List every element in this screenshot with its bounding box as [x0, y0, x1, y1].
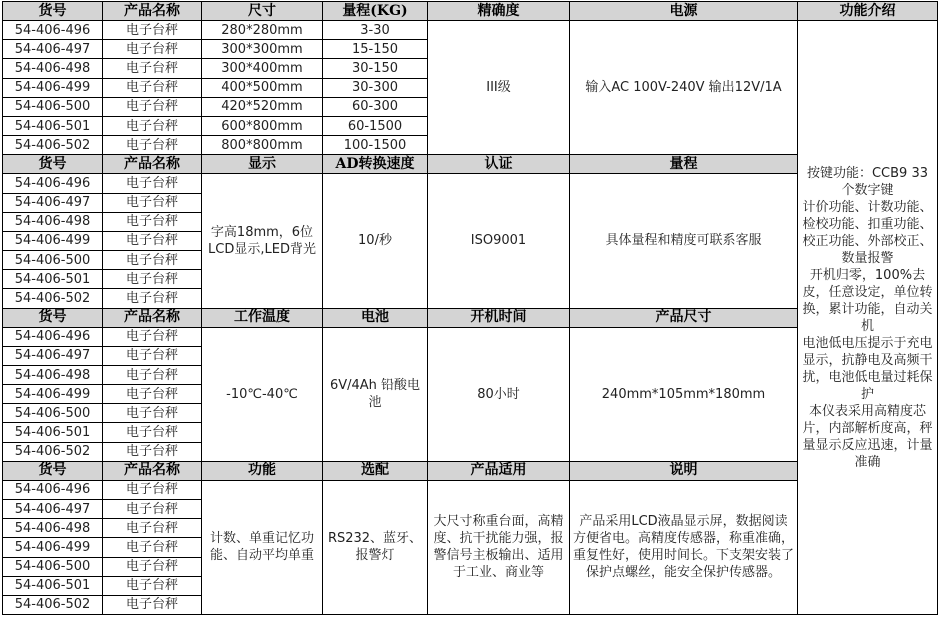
header-features: 功能介绍 [798, 2, 938, 21]
spec-table [2, 1, 938, 615]
product-name: 电子台秤 [103, 59, 202, 78]
product-name: 电子台秤 [103, 231, 202, 250]
product-name: 电子台秤 [103, 251, 202, 270]
header-col-6: 电源 [570, 2, 798, 21]
item-code: 54-406-501 [3, 576, 103, 595]
product-name: 电子台秤 [103, 346, 202, 365]
item-code: 54-406-499 [3, 78, 103, 97]
item-code: 54-406-500 [3, 251, 103, 270]
power-cell: 输入AC 100V-240V 输出12V/1A [570, 21, 798, 155]
product-name: 电子台秤 [103, 193, 202, 212]
range-cell: 30-150 [323, 59, 428, 78]
header-item-code: 货号 [3, 155, 103, 174]
header-col-3: 尺寸 [202, 2, 323, 21]
product-name: 电子台秤 [103, 538, 202, 557]
range-cell: 100-1500 [323, 136, 428, 155]
ad-speed-cell: 10/秒 [323, 174, 428, 308]
function-cell: 计数、单重记忆功能、自动平均单重 [202, 480, 323, 614]
item-code: 54-406-502 [3, 136, 103, 155]
header-col-4: 量程(KG) [323, 2, 428, 21]
header-col-5: 产品适用 [428, 461, 570, 480]
header-col-5: 精确度 [428, 2, 570, 21]
options-cell: RS232、蓝牙、报警灯 [323, 480, 428, 614]
range-cell: 60-1500 [323, 116, 428, 135]
item-code: 54-406-497 [3, 500, 103, 519]
product-name: 电子台秤 [103, 404, 202, 423]
battery-cell: 6V/4Ah 铅酸电池 [323, 327, 428, 461]
product-name: 电子台秤 [103, 595, 202, 614]
item-code: 54-406-497 [3, 193, 103, 212]
item-code: 54-406-500 [3, 557, 103, 576]
item-code: 54-406-500 [3, 97, 103, 116]
range-cell: 15-150 [323, 40, 428, 59]
item-code: 54-406-501 [3, 270, 103, 289]
item-code: 54-406-496 [3, 480, 103, 499]
item-code: 54-406-502 [3, 442, 103, 461]
item-code: 54-406-499 [3, 538, 103, 557]
product-name: 电子台秤 [103, 21, 202, 40]
header-col-5: 开机时间 [428, 308, 570, 327]
header-col-4: AD转换速度 [323, 155, 428, 174]
header-product-name: 产品名称 [103, 461, 202, 480]
range-cell: 30-300 [323, 78, 428, 97]
item-code: 54-406-498 [3, 519, 103, 538]
size-cell: 300*400mm [202, 59, 323, 78]
temp-cell: -10℃-40℃ [202, 327, 323, 461]
product-name: 电子台秤 [103, 40, 202, 59]
spec-table-body [3, 2, 938, 615]
product-name: 电子台秤 [103, 557, 202, 576]
size-cell: 600*800mm [202, 116, 323, 135]
product-name: 电子台秤 [103, 442, 202, 461]
description-cell: 产品采用LCD液晶显示屏，数据阅读方便省电。高精度传感器，称重准确，重复性好，使用时间长。下支架安装了保护点螺丝，能安全保护传感器。 [570, 480, 798, 614]
display-cell: 字高18mm，6位LCD显示,LED背光 [202, 174, 323, 308]
header-col-5: 认证 [428, 155, 570, 174]
range-cell: 60-300 [323, 97, 428, 116]
product-name: 电子台秤 [103, 212, 202, 231]
header-col-3: 工作温度 [202, 308, 323, 327]
item-code: 54-406-501 [3, 116, 103, 135]
product-name: 电子台秤 [103, 519, 202, 538]
boot-time-cell: 80小时 [428, 327, 570, 461]
features-cell [798, 21, 938, 615]
header-col-4: 电池 [323, 308, 428, 327]
product-name: 电子台秤 [103, 136, 202, 155]
cert-cell: ISO9001 [428, 174, 570, 308]
product-name: 电子台秤 [103, 97, 202, 116]
product-size-cell: 240mm*105mm*180mm [570, 327, 798, 461]
table-row [3, 21, 938, 40]
product-name: 电子台秤 [103, 116, 202, 135]
item-code: 54-406-498 [3, 212, 103, 231]
product-name: 电子台秤 [103, 480, 202, 499]
header-col-4: 选配 [323, 461, 428, 480]
header-item-code: 货号 [3, 308, 103, 327]
product-name: 电子台秤 [103, 576, 202, 595]
size-cell: 300*300mm [202, 40, 323, 59]
section-header-row [3, 461, 938, 480]
size-cell: 800*800mm [202, 136, 323, 155]
accuracy-cell: III级 [428, 21, 570, 155]
product-name: 电子台秤 [103, 174, 202, 193]
item-code: 54-406-502 [3, 595, 103, 614]
header-product-name: 产品名称 [103, 308, 202, 327]
size-cell: 400*500mm [202, 78, 323, 97]
range-note-cell: 具体量程和精度可联系客服 [570, 174, 798, 308]
header-col-3: 功能 [202, 461, 323, 480]
product-name: 电子台秤 [103, 365, 202, 384]
product-name: 电子台秤 [103, 289, 202, 308]
header-col-6: 说明 [570, 461, 798, 480]
product-name: 电子台秤 [103, 423, 202, 442]
product-name: 电子台秤 [103, 78, 202, 97]
item-code: 54-406-498 [3, 59, 103, 78]
header-col-3: 显示 [202, 155, 323, 174]
header-product-name: 产品名称 [103, 155, 202, 174]
feature-line: 开机归零，100%去皮，任意设定，单位转换，累计功能，自动关机 [802, 267, 933, 334]
header-product-name: 产品名称 [103, 2, 202, 21]
item-code: 54-406-498 [3, 365, 103, 384]
range-cell: 3-30 [323, 21, 428, 40]
section-header-row [3, 2, 938, 21]
table-row [3, 174, 938, 193]
feature-line: 电池低电压提示于充电显示，抗静电及高频干扰，电池低电量过耗保护 [802, 335, 933, 402]
product-name: 电子台秤 [103, 385, 202, 404]
section-header-row [3, 308, 938, 327]
header-item-code: 货号 [3, 2, 103, 21]
header-col-6: 产品尺寸 [570, 308, 798, 327]
header-item-code: 货号 [3, 461, 103, 480]
table-row [3, 480, 938, 499]
product-name: 电子台秤 [103, 270, 202, 289]
item-code: 54-406-501 [3, 423, 103, 442]
applicable-cell: 大尺寸称重台面，高精度、抗干扰能力强，报警信号主板输出、适用于工业、商业等 [428, 480, 570, 614]
product-name: 电子台秤 [103, 500, 202, 519]
item-code: 54-406-497 [3, 346, 103, 365]
item-code: 54-406-497 [3, 40, 103, 59]
item-code: 54-406-502 [3, 289, 103, 308]
item-code: 54-406-496 [3, 327, 103, 346]
header-col-6: 量程 [570, 155, 798, 174]
feature-line: 计价功能、计数功能、检校功能、扣重功能、校正功能、外部校正、数量报警 [802, 199, 933, 266]
item-code: 54-406-499 [3, 231, 103, 250]
size-cell: 280*280mm [202, 21, 323, 40]
item-code: 54-406-499 [3, 385, 103, 404]
feature-line: 本仪表采用高精度芯片，内部解析度高，秤量显示反应迅速，计量准确 [802, 403, 933, 470]
section-header-row [3, 155, 938, 174]
size-cell: 420*520mm [202, 97, 323, 116]
product-name: 电子台秤 [103, 327, 202, 346]
item-code: 54-406-496 [3, 21, 103, 40]
item-code: 54-406-500 [3, 404, 103, 423]
item-code: 54-406-496 [3, 174, 103, 193]
feature-line: 按键功能：CCB9 33个数字键 [806, 165, 929, 198]
table-row [3, 327, 938, 346]
